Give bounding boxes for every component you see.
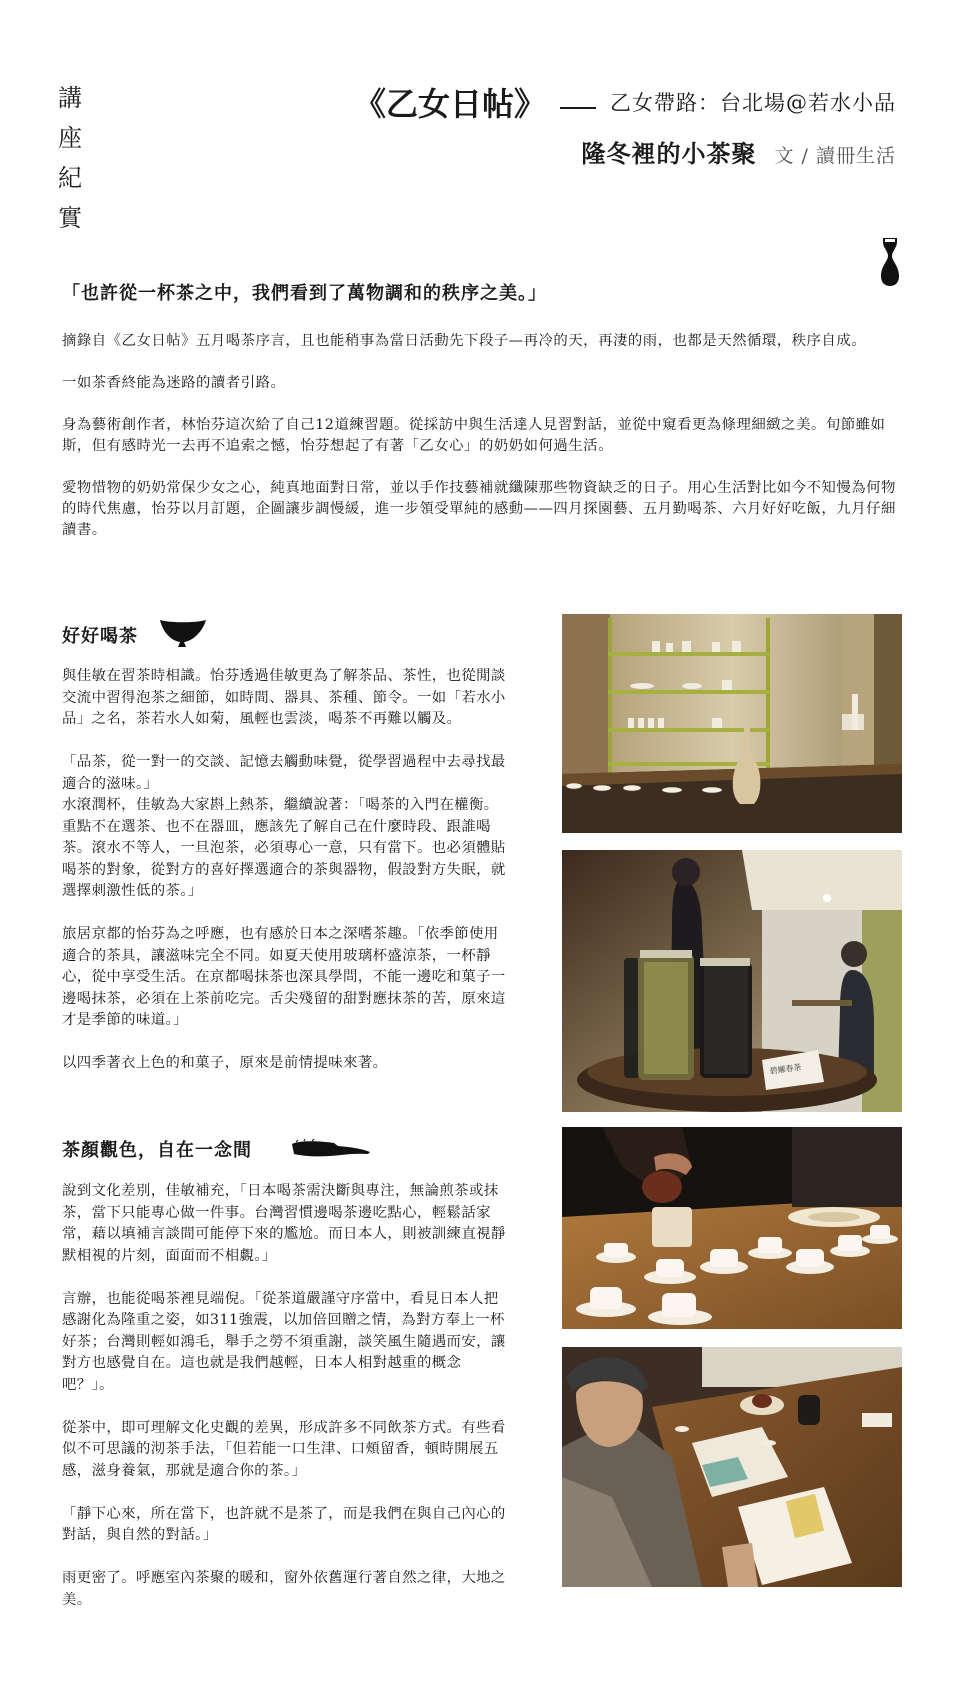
section-title-text: 好好喝茶: [62, 626, 138, 647]
intro-paragraph: 一如茶香終能為迷路的讀者引路。: [62, 375, 286, 391]
vertical-label-char: 講: [58, 84, 82, 112]
body-paragraph: 旅居京都的怡芬為之呼應，也有感於日本之深嗜茶趣。「依季節使用適合的茶具，讓滋味完全不同。如夏天使用玻璃杯盛涼茶，一杯靜心，從中享受生活。在京都喝抹茶也深具學問，不能一邊吃和菓子一邊喝抹茶，必須在上茶前吃完。舌尖殘留的甜對應抹茶的苦，原來這才是季節的味道。」: [62, 926, 506, 1028]
author-credit: 文 / 讀冊生活: [774, 145, 896, 167]
pull-quote: 「也許從一杯茶之中，我們看到了萬物調和的秩序之美。」: [62, 283, 547, 304]
intro-paragraph: 愛物惜物的奶奶常保少女之心，純真地面對日常，並以手作技藝補就纖陳那些物資缺乏的日子。用心生活對比如今不知慢為何物的時代焦慮，怡芬以月訂題，企圖讓步調慢緩，進一步領受單純的感動——四月探園藝、五月勤喝茶、六月好好吃飯，九月仔細讀書。: [62, 480, 896, 538]
jar-label-text: 碧螺春茶: [769, 1062, 802, 1076]
pouring-tea-photo: [562, 1127, 902, 1329]
body-paragraph: 「品茶，從一對一的交談、記憶去觸動味覺，從學習過程中去尋找最適合的滋味。」 水滾潤杯，佳敏為大家斟上熱茶，繼續說著：「喝茶的入門在權衡。重點不在選茶、也不在器皿，應該先了解自己在什麼時段、跟誰喝茶。滾水不等人，一旦泡茶，必須專心一意，只有當下。也必須體貼喝茶的對象，從對方的喜好擇選適合的茶與器物，假設對方失眠，就選擇刺激性低的茶。」: [62, 754, 506, 899]
body-paragraph: 從茶中，即可理解文化史觀的差異，形成許多不同飲茶方式。有些看似不可思議的沏茶手法，「但若能一口生津、口頰留香，頓時開展五感，滋身養氣，那就是適合你的茶。」: [62, 1419, 506, 1479]
section2-body: [62, 1181, 508, 1633]
section-title-drink-tea: [62, 622, 138, 648]
intro-paragraph: 摘錄自《乙女日帖》五月喝茶序言，且也能稍事為當日活動先下段子—再冷的天，再淒的雨，也都是天然循環，秩序自成。: [62, 333, 867, 349]
section1-body: [62, 666, 508, 1096]
vertical-label-char: 座: [58, 124, 82, 152]
body-paragraph: 「靜下心來，所在當下，也許就不是茶了，而是我們在與自己內心的對話，與自然的對話。」: [62, 1505, 506, 1543]
body-paragraph: 說到文化差別，佳敏補充，「日本喝茶需決斷與專注，無論煎茶或抹茶，當下只能專心做一件事。台灣習慣邊喝茶邊吃點心，輕鬆話家常，藉以填補言談間可能停下來的尷尬。而日本人，則被訓練直視靜默相視的片刻，面面而不相覷。」: [62, 1183, 506, 1264]
vertical-label-char: 實: [58, 204, 82, 232]
magazine-title: 《乙女日帖》: [353, 85, 546, 123]
shop-shelf-photo: [562, 614, 902, 833]
tea-jars-photo: [562, 850, 902, 1112]
body-paragraph: 以四季著衣上色的和菓子，原來是前情提味來著。: [62, 1055, 388, 1071]
tea-bowl-icon: [158, 617, 208, 649]
hourglass-icon: [879, 236, 901, 288]
brush-stroke-icon: [290, 1138, 372, 1160]
event-subtitle: 乙女帶路：台北場@若水小品: [610, 91, 896, 115]
intro-paragraph: 身為藝術創作者，林怡芬這次給了自己12道練習題。從採訪中與生活達人見習對話，並從中窺看更為條理細緻之美。旬節雖如斯，但有感時光一去再不追索之憾，怡芬想起了有著「乙女心」的奶奶如何過生活。: [62, 417, 886, 454]
section-title-tea-color: [62, 1136, 252, 1162]
intro-text: [62, 331, 900, 562]
title-dash: [560, 107, 596, 109]
section-title-text: 茶顏觀色，自在一念間: [62, 1140, 252, 1161]
article-title: 隆冬裡的小茶聚: [581, 139, 757, 168]
column-label-vertical: [58, 78, 88, 238]
body-paragraph: 言辦，也能從喝茶裡見端倪。「從茶道嚴謹守序當中，看見日本人把感謝化為隆重之姿，如311強震，以加倍回贈之情，為對方奉上一杯好茶；台灣則輕如鴻毛，舉手之勞不須重謝，談笑風生隨遇而安，讓對方也感覺自在。這也就是我們越輕，日本人相對越重的概念吧？」。: [62, 1290, 506, 1393]
article-header: [354, 80, 896, 169]
vertical-label-char: 紀: [58, 164, 82, 192]
reader-book-photo: [562, 1347, 902, 1587]
body-paragraph: 雨更密了。呼應室內茶聚的暖和，窗外依舊運行著自然之律，大地之美。: [62, 1570, 506, 1608]
body-paragraph: 與佳敏在習茶時相識。怡芬透過佳敏更為了解茶品、茶性，也從閒談交流中習得泡茶之細節，如時間、器具、茶種、節令。一如「若水小品」之名，茶若水人如菊，風輕也雲淡，喝茶不再難以觸及。: [62, 668, 506, 727]
